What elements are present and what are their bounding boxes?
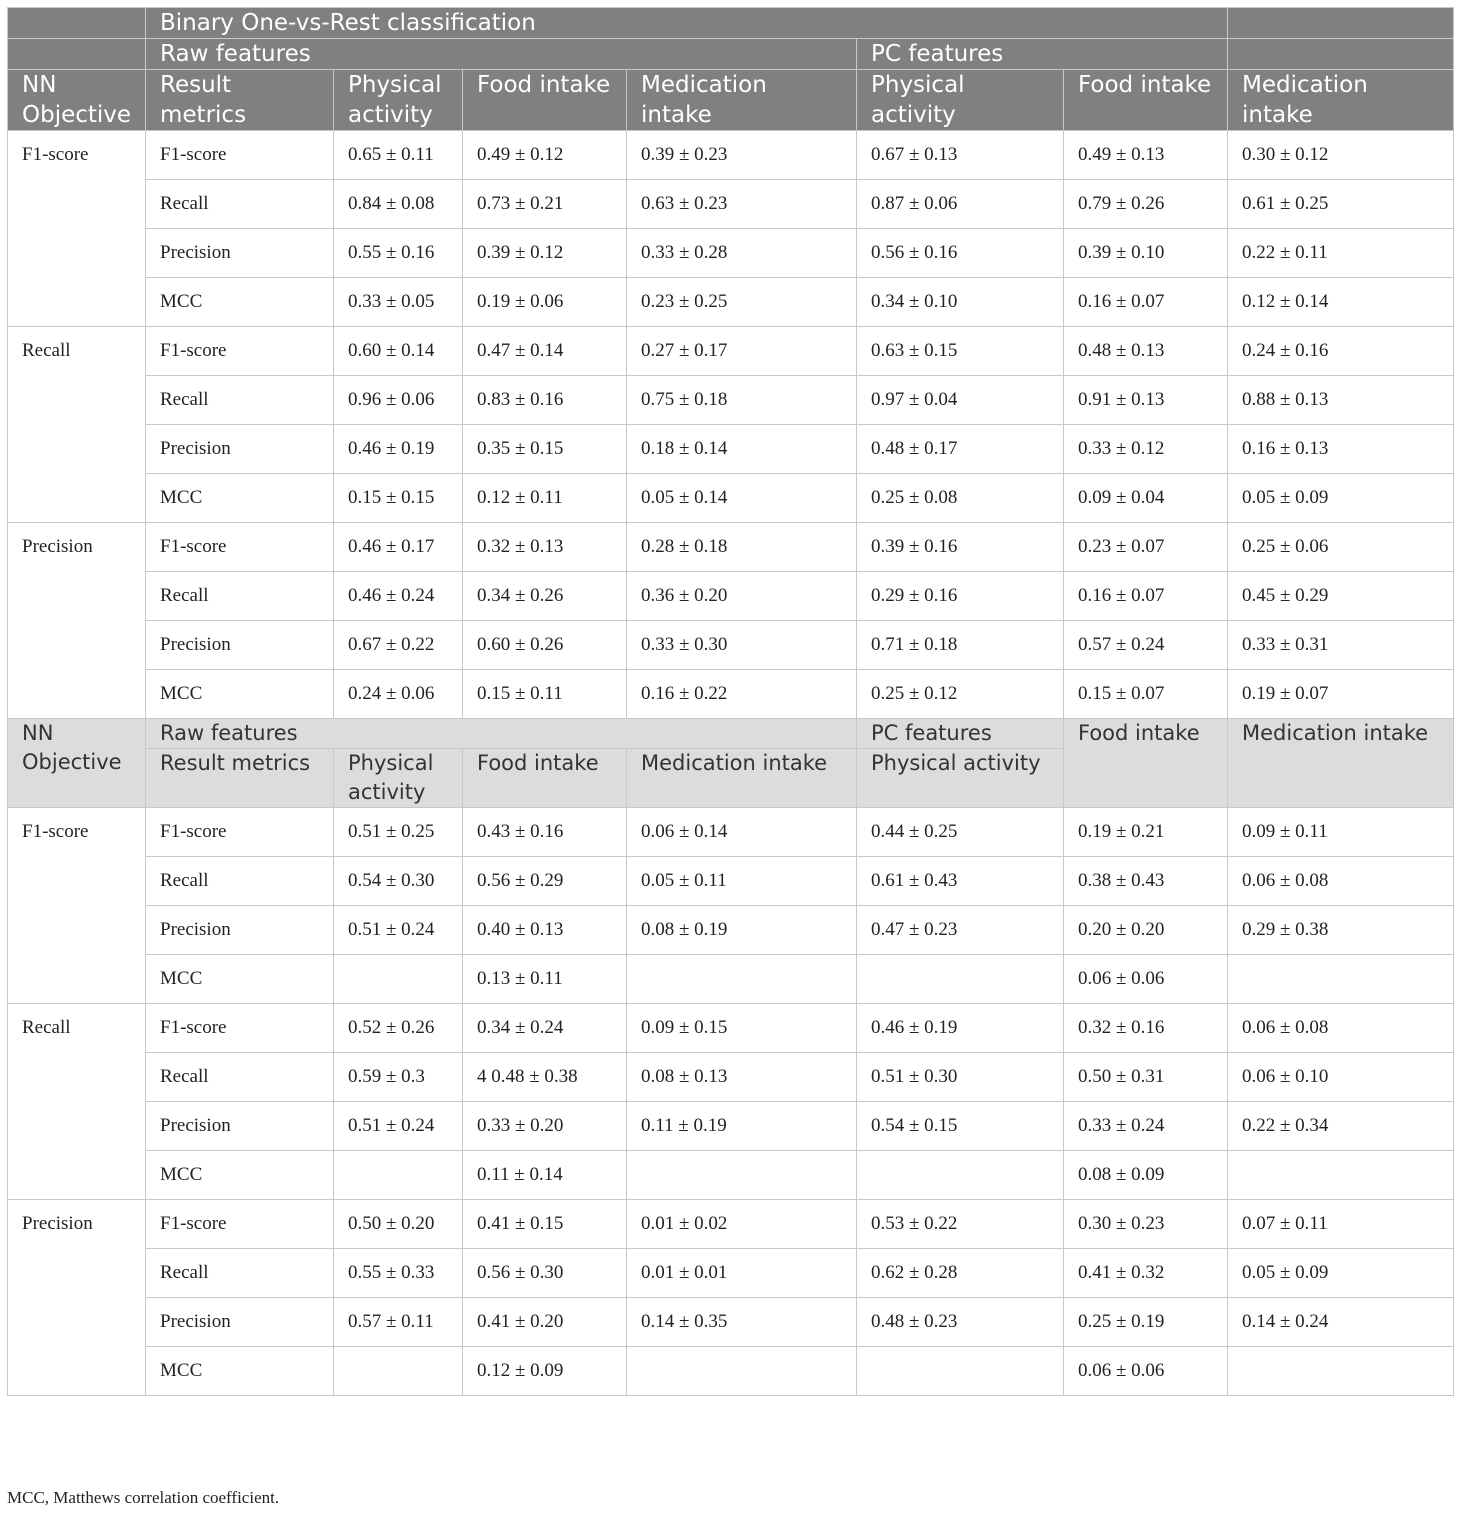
value-cell: 0.25 ± 0.12 — [857, 670, 1064, 719]
value-cell: 0.88 ± 0.13 — [1228, 376, 1454, 425]
value-cell: 0.06 ± 0.08 — [1228, 857, 1454, 906]
table-row — [8, 1053, 1454, 1102]
value-cell: 0.41 ± 0.32 — [1064, 1249, 1228, 1298]
header-row-2 — [8, 39, 1454, 70]
metric-cell: Precision — [146, 1102, 334, 1151]
table-row — [8, 523, 1454, 572]
metric-cell: F1-score — [146, 327, 334, 376]
value-cell: 0.55 ± 0.16 — [334, 229, 463, 278]
value-cell: 0.60 ± 0.14 — [334, 327, 463, 376]
metric-cell: MCC — [146, 1151, 334, 1200]
value-cell: 0.48 ± 0.17 — [857, 425, 1064, 474]
metric-cell: Recall — [146, 1053, 334, 1102]
value-cell: 0.61 ± 0.43 — [857, 857, 1064, 906]
metric-cell: MCC — [146, 278, 334, 327]
value-cell: 0.53 ± 0.22 — [857, 1200, 1064, 1249]
value-cell: 0.49 ± 0.12 — [463, 131, 627, 180]
value-cell: 0.41 ± 0.15 — [463, 1200, 627, 1249]
value-cell: 0.33 ± 0.30 — [627, 621, 857, 670]
value-cell: 0.49 ± 0.13 — [1064, 131, 1228, 180]
value-cell: 0.09 ± 0.04 — [1064, 474, 1228, 523]
table-row — [8, 621, 1454, 670]
value-cell: 0.07 ± 0.11 — [1228, 1200, 1454, 1249]
value-cell: 0.73 ± 0.21 — [463, 180, 627, 229]
objective-cell: Recall — [8, 327, 146, 523]
value-cell: 0.01 ± 0.02 — [627, 1200, 857, 1249]
table-row — [8, 670, 1454, 719]
value-cell: 0.06 ± 0.08 — [1228, 1004, 1454, 1053]
value-cell: 0.48 ± 0.23 — [857, 1298, 1064, 1347]
header-binary-ovr: Binary One-vs-Rest classification — [146, 8, 1228, 39]
metric-cell: Precision — [146, 425, 334, 474]
value-cell: 0.59 ± 0.3 — [334, 1053, 463, 1102]
value-cell: 0.71 ± 0.18 — [857, 621, 1064, 670]
value-cell: 0.56 ± 0.30 — [463, 1249, 627, 1298]
value-cell: 0.30 ± 0.23 — [1064, 1200, 1228, 1249]
table-row — [8, 1102, 1454, 1151]
header-col-5: Food intake — [1064, 70, 1228, 131]
header2-medication-intake: Medication intake — [1228, 719, 1454, 808]
value-cell: 0.27 ± 0.17 — [627, 327, 857, 376]
value-cell: 0.39 ± 0.16 — [857, 523, 1064, 572]
value-cell — [1228, 955, 1454, 1004]
value-cell: 0.11 ± 0.14 — [463, 1151, 627, 1200]
value-cell: 0.13 ± 0.11 — [463, 955, 627, 1004]
value-cell: 0.12 ± 0.11 — [463, 474, 627, 523]
value-cell: 0.34 ± 0.26 — [463, 572, 627, 621]
value-cell: 0.40 ± 0.13 — [463, 906, 627, 955]
value-cell: 0.05 ± 0.14 — [627, 474, 857, 523]
value-cell: 0.33 ± 0.12 — [1064, 425, 1228, 474]
value-cell: 0.08 ± 0.13 — [627, 1053, 857, 1102]
value-cell — [334, 1347, 463, 1396]
metric-cell: F1-score — [146, 523, 334, 572]
value-cell: 0.51 ± 0.24 — [334, 906, 463, 955]
value-cell: 0.33 ± 0.31 — [1228, 621, 1454, 670]
results-table — [7, 7, 1454, 1396]
header-empty-cell — [1228, 39, 1454, 70]
value-cell: 0.16 ± 0.13 — [1228, 425, 1454, 474]
metric-cell: Precision — [146, 906, 334, 955]
metric-cell: Precision — [146, 229, 334, 278]
value-cell: 0.33 ± 0.05 — [334, 278, 463, 327]
value-cell: 0.63 ± 0.23 — [627, 180, 857, 229]
header-empty-cell — [8, 8, 146, 39]
value-cell: 0.22 ± 0.11 — [1228, 229, 1454, 278]
value-cell: 0.16 ± 0.07 — [1064, 278, 1228, 327]
value-cell — [1228, 1151, 1454, 1200]
table-row — [8, 425, 1454, 474]
value-cell: 0.52 ± 0.26 — [334, 1004, 463, 1053]
value-cell: 0.24 ± 0.06 — [334, 670, 463, 719]
section-1-body — [8, 131, 1454, 719]
value-cell: 0.62 ± 0.28 — [857, 1249, 1064, 1298]
metric-cell: F1-score — [146, 131, 334, 180]
section-2-header — [8, 719, 1454, 808]
table-row — [8, 857, 1454, 906]
value-cell: 0.19 ± 0.21 — [1064, 808, 1228, 857]
value-cell: 0.50 ± 0.20 — [334, 1200, 463, 1249]
value-cell: 0.56 ± 0.16 — [857, 229, 1064, 278]
value-cell: 0.14 ± 0.24 — [1228, 1298, 1454, 1347]
value-cell: 0.84 ± 0.08 — [334, 180, 463, 229]
value-cell: 0.50 ± 0.31 — [1064, 1053, 1228, 1102]
value-cell: 0.29 ± 0.16 — [857, 572, 1064, 621]
value-cell: 0.05 ± 0.09 — [1228, 474, 1454, 523]
value-cell: 0.39 ± 0.12 — [463, 229, 627, 278]
metric-cell: F1-score — [146, 1200, 334, 1249]
value-cell: 0.97 ± 0.04 — [857, 376, 1064, 425]
value-cell: 0.96 ± 0.06 — [334, 376, 463, 425]
value-cell: 0.19 ± 0.07 — [1228, 670, 1454, 719]
value-cell: 0.01 ± 0.01 — [627, 1249, 857, 1298]
value-cell: 0.09 ± 0.11 — [1228, 808, 1454, 857]
value-cell: 0.38 ± 0.43 — [1064, 857, 1228, 906]
value-cell: 0.15 ± 0.07 — [1064, 670, 1228, 719]
objective-cell: Precision — [8, 523, 146, 719]
value-cell: 0.51 ± 0.30 — [857, 1053, 1064, 1102]
value-cell: 0.25 ± 0.06 — [1228, 523, 1454, 572]
value-cell: 0.05 ± 0.11 — [627, 857, 857, 906]
header-empty-cell — [1228, 8, 1454, 39]
table-row — [8, 1004, 1454, 1053]
value-cell: 0.48 ± 0.13 — [1064, 327, 1228, 376]
metric-cell: Precision — [146, 1298, 334, 1347]
value-cell: 0.24 ± 0.16 — [1228, 327, 1454, 376]
value-cell — [1228, 1347, 1454, 1396]
table-row — [8, 1249, 1454, 1298]
value-cell: 0.56 ± 0.29 — [463, 857, 627, 906]
value-cell: 0.22 ± 0.34 — [1228, 1102, 1454, 1151]
value-cell: 0.45 ± 0.29 — [1228, 572, 1454, 621]
value-cell: 0.87 ± 0.06 — [857, 180, 1064, 229]
value-cell: 0.15 ± 0.11 — [463, 670, 627, 719]
value-cell: 0.23 ± 0.07 — [1064, 523, 1228, 572]
value-cell: 0.33 ± 0.20 — [463, 1102, 627, 1151]
value-cell: 0.11 ± 0.19 — [627, 1102, 857, 1151]
value-cell: 0.39 ± 0.23 — [627, 131, 857, 180]
value-cell: 0.51 ± 0.25 — [334, 808, 463, 857]
value-cell — [334, 1151, 463, 1200]
header-result-metrics: Result metrics — [146, 70, 334, 131]
table-row — [8, 906, 1454, 955]
value-cell: 0.29 ± 0.38 — [1228, 906, 1454, 955]
value-cell: 0.09 ± 0.15 — [627, 1004, 857, 1053]
header-col-6: Medication intake — [1228, 70, 1454, 131]
value-cell: 0.39 ± 0.10 — [1064, 229, 1228, 278]
value-cell: 0.43 ± 0.16 — [463, 808, 627, 857]
value-cell: 0.61 ± 0.25 — [1228, 180, 1454, 229]
value-cell — [857, 1151, 1064, 1200]
value-cell: 0.06 ± 0.14 — [627, 808, 857, 857]
value-cell: 0.55 ± 0.33 — [334, 1249, 463, 1298]
table-row — [8, 572, 1454, 621]
value-cell: 0.16 ± 0.22 — [627, 670, 857, 719]
value-cell: 0.57 ± 0.24 — [1064, 621, 1228, 670]
metric-cell: MCC — [146, 670, 334, 719]
value-cell: 0.05 ± 0.09 — [1228, 1249, 1454, 1298]
header2-physical-activity: Physical activity — [334, 749, 463, 808]
table-footnote: MCC, Matthews correlation coefficient. — [7, 1488, 280, 1507]
value-cell: 0.06 ± 0.06 — [1064, 955, 1228, 1004]
value-cell: 0.54 ± 0.30 — [334, 857, 463, 906]
table-row — [8, 1151, 1454, 1200]
metric-cell: Recall — [146, 1249, 334, 1298]
value-cell: 0.34 ± 0.10 — [857, 278, 1064, 327]
table-row — [8, 1347, 1454, 1396]
header2-result-metrics: Result metrics — [146, 749, 334, 808]
value-cell: 0.75 ± 0.18 — [627, 376, 857, 425]
value-cell: 0.67 ± 0.13 — [857, 131, 1064, 180]
value-cell: 0.08 ± 0.09 — [1064, 1151, 1228, 1200]
value-cell: 0.23 ± 0.25 — [627, 278, 857, 327]
value-cell — [627, 955, 857, 1004]
table-row — [8, 376, 1454, 425]
metric-cell: Precision — [146, 621, 334, 670]
metric-cell: F1-score — [146, 808, 334, 857]
value-cell: 0.08 ± 0.19 — [627, 906, 857, 955]
header-nn-objective: NN Objective — [8, 70, 146, 131]
value-cell: 4 0.48 ± 0.38 — [463, 1053, 627, 1102]
table-row — [8, 131, 1454, 180]
value-cell: 0.41 ± 0.20 — [463, 1298, 627, 1347]
header-empty-cell — [8, 39, 146, 70]
header-row-1 — [8, 8, 1454, 39]
value-cell: 0.15 ± 0.15 — [334, 474, 463, 523]
value-cell: 0.46 ± 0.24 — [334, 572, 463, 621]
header2-raw-features: Raw features — [146, 719, 857, 749]
header-col-1: Physical activity — [334, 70, 463, 131]
value-cell: 0.32 ± 0.16 — [1064, 1004, 1228, 1053]
header2-food-intake: Food intake — [1064, 719, 1228, 808]
value-cell: 0.91 ± 0.13 — [1064, 376, 1228, 425]
value-cell: 0.63 ± 0.15 — [857, 327, 1064, 376]
metric-cell: F1-score — [146, 1004, 334, 1053]
objective-cell: Recall — [8, 1004, 146, 1200]
value-cell: 0.35 ± 0.15 — [463, 425, 627, 474]
value-cell: 0.57 ± 0.11 — [334, 1298, 463, 1347]
header-row-3 — [8, 70, 1454, 131]
header-raw-features: Raw features — [146, 39, 857, 70]
metric-cell: MCC — [146, 1347, 334, 1396]
value-cell — [857, 955, 1064, 1004]
value-cell: 0.79 ± 0.26 — [1064, 180, 1228, 229]
header-col-4: Physical activity — [857, 70, 1064, 131]
value-cell: 0.54 ± 0.15 — [857, 1102, 1064, 1151]
header2-pc-features: PC features — [857, 719, 1064, 749]
value-cell: 0.12 ± 0.09 — [463, 1347, 627, 1396]
objective-cell: F1-score — [8, 131, 146, 327]
value-cell: 0.06 ± 0.10 — [1228, 1053, 1454, 1102]
value-cell: 0.44 ± 0.25 — [857, 808, 1064, 857]
metric-cell: Recall — [146, 857, 334, 906]
value-cell: 0.16 ± 0.07 — [1064, 572, 1228, 621]
table-row — [8, 1298, 1454, 1347]
value-cell: 0.28 ± 0.18 — [627, 523, 857, 572]
value-cell: 0.33 ± 0.28 — [627, 229, 857, 278]
table-row — [8, 1200, 1454, 1249]
header2-food-intake-sub: Food intake — [463, 749, 627, 808]
value-cell: 0.25 ± 0.08 — [857, 474, 1064, 523]
value-cell — [334, 955, 463, 1004]
metric-cell: MCC — [146, 474, 334, 523]
table-row — [8, 955, 1454, 1004]
value-cell: 0.12 ± 0.14 — [1228, 278, 1454, 327]
value-cell: 0.46 ± 0.19 — [334, 425, 463, 474]
value-cell: 0.06 ± 0.06 — [1064, 1347, 1228, 1396]
value-cell: 0.18 ± 0.14 — [627, 425, 857, 474]
value-cell: 0.51 ± 0.24 — [334, 1102, 463, 1151]
table-row — [8, 180, 1454, 229]
table-row — [8, 278, 1454, 327]
value-cell: 0.25 ± 0.19 — [1064, 1298, 1228, 1347]
value-cell: 0.46 ± 0.19 — [857, 1004, 1064, 1053]
objective-cell: F1-score — [8, 808, 146, 1004]
header2-row-1 — [8, 719, 1454, 749]
value-cell: 0.46 ± 0.17 — [334, 523, 463, 572]
value-cell: 0.36 ± 0.20 — [627, 572, 857, 621]
value-cell: 0.47 ± 0.14 — [463, 327, 627, 376]
value-cell: 0.60 ± 0.26 — [463, 621, 627, 670]
table-row — [8, 229, 1454, 278]
table-row — [8, 474, 1454, 523]
value-cell: 0.34 ± 0.24 — [463, 1004, 627, 1053]
value-cell: 0.47 ± 0.23 — [857, 906, 1064, 955]
header2-nn-objective: NN Objective — [8, 719, 146, 808]
table-row — [8, 808, 1454, 857]
value-cell — [627, 1151, 857, 1200]
value-cell: 0.32 ± 0.13 — [463, 523, 627, 572]
value-cell: 0.65 ± 0.11 — [334, 131, 463, 180]
metric-cell: Recall — [146, 180, 334, 229]
value-cell: 0.19 ± 0.06 — [463, 278, 627, 327]
objective-cell: Precision — [8, 1200, 146, 1396]
value-cell: 0.33 ± 0.24 — [1064, 1102, 1228, 1151]
value-cell: 0.14 ± 0.35 — [627, 1298, 857, 1347]
value-cell — [857, 1347, 1064, 1396]
value-cell: 0.30 ± 0.12 — [1228, 131, 1454, 180]
value-cell: 0.67 ± 0.22 — [334, 621, 463, 670]
header2-physical-activity-pc: Physical activity — [857, 749, 1064, 808]
metric-cell: Recall — [146, 572, 334, 621]
section-2-body — [8, 808, 1454, 1396]
value-cell: 0.83 ± 0.16 — [463, 376, 627, 425]
header-col-2: Food intake — [463, 70, 627, 131]
header-col-3: Medication intake — [627, 70, 857, 131]
table-row — [8, 327, 1454, 376]
value-cell: 0.20 ± 0.20 — [1064, 906, 1228, 955]
metric-cell: MCC — [146, 955, 334, 1004]
header2-medication-intake-sub: Medication intake — [627, 749, 857, 808]
metric-cell: Recall — [146, 376, 334, 425]
header-pc-features: PC features — [857, 39, 1228, 70]
value-cell — [627, 1347, 857, 1396]
